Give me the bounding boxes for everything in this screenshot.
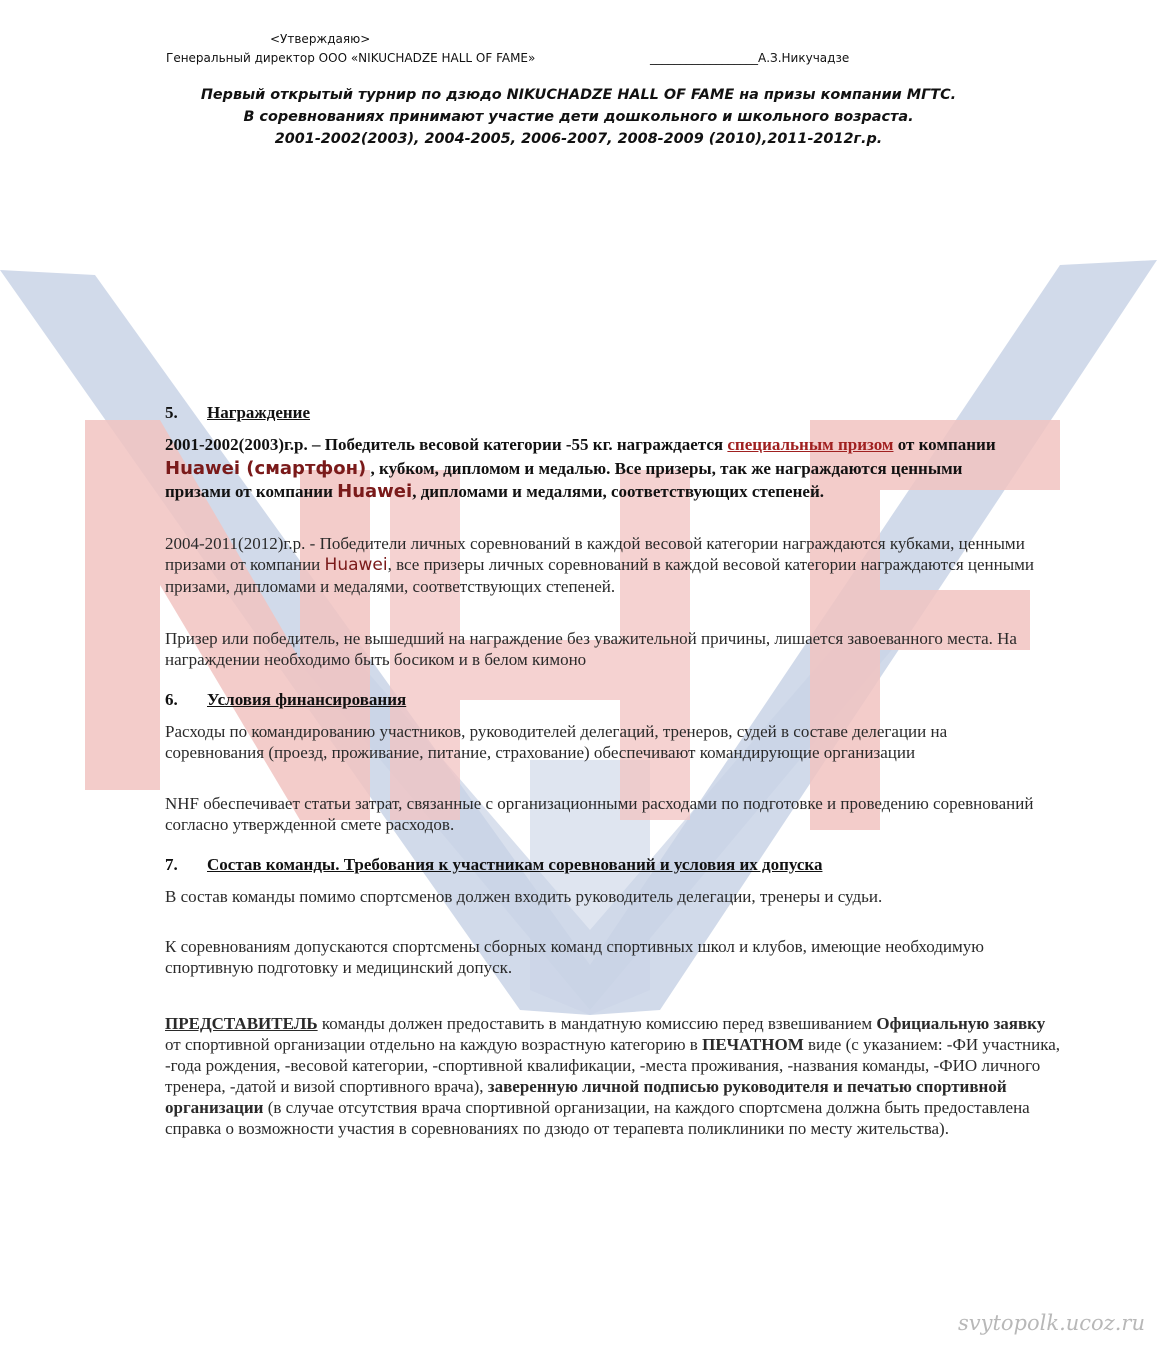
document-title-line-3: 2001-2002(2003), 2004-2005, 2006-2007, 2008-2009 (2010),2011-2012г.р. [274, 131, 883, 147]
document-title-line-1: Первый открытый турнир по дзюдо NIKUCHADZE HALL OF FAME на призы компании МГТС. [200, 87, 957, 103]
section-title: Условия финансирования [207, 690, 407, 709]
team-paragraph-1: В состав команды помимо спортсменов должен входить руководитель делегации, тренеры и судьи. [165, 887, 883, 906]
award-paragraph-2: 2004-2011(2012)г.р. - Победители личных соревнований в каждой весовой категории награждаются кубками, ценными призами от компании Huawei, все призеры личных соревнований в каждой весовой категории награждаются ценными призами, дипломами и медалями, соответствующих степеней. [165, 534, 1035, 596]
section-title: Награждение [207, 403, 311, 422]
financing-paragraph-1: Расходы по командированию участников, руководителей делегаций, тренеров, судей в составе делегации на соревнования (проезд, проживание, питание, страхование) обеспечивают командирующие организации [165, 722, 948, 762]
section-number: 5. [165, 403, 178, 422]
section-number: 6. [165, 690, 178, 709]
section-6-heading [165, 690, 406, 710]
brand-huawei: Huawei (смартфон) [165, 457, 367, 479]
section-7-heading [165, 855, 822, 875]
director-line: Генеральный директор ООО «NIKUCHADZE HALL OF FAME» [166, 51, 536, 65]
approval-label: <Утверждаяю> [270, 32, 371, 46]
team-paragraph-2: К соревнованиям допускаются спортсмены сборных команд спортивных школ и клубов, имеющие необходимую спортивную подготовку и медицинский допуск. [165, 937, 984, 977]
brand-huawei: Huawei [337, 481, 413, 502]
award-paragraph-3: Призер или победитель, не вышедший на награждение без уважительной причины, лишается завоеванного места. На награждении необходимо быть босиком и в белом кимоно [165, 629, 1017, 669]
financing-paragraph-2: NHF обеспечивает статьи затрат, связанные с организационными расходами по подготовке и проведению соревнований согласно утвержденной смете расходов. [165, 794, 1034, 834]
special-prize-link: специальным призом [727, 435, 894, 454]
document-title-line-2: В соревнованиях принимают участие дети дошкольного и школьного возраста. [243, 109, 914, 125]
section-title: Состав команды. Требования к участникам соревнований и условия их допуска [207, 855, 823, 874]
representative-word: ПРЕДСТАВИТЕЛЬ [165, 1014, 318, 1033]
site-watermark: svytopolk.ucoz.ru [957, 1311, 1145, 1335]
section-number: 7. [165, 855, 178, 874]
brand-huawei: Huawei [324, 555, 388, 575]
signature-line: __________________А.З.Никучадзе [650, 51, 850, 65]
representative-paragraph: ПРЕДСТАВИТЕЛЬ команды должен предоставить в мандатную комиссию перед взвешиванием Официальную заявку от спортивной организации отдельно на каждую возрастную категорию в ПЕЧАТНОМ виде (с указанием: -ФИ участника, -года рождения, -весовой категории, -спортивной квалификации, -места проживания, -названия команды, -ФИО личного тренера, -датой и визой спортивного врача), заверенную личной подписью руководителя и печатью спортивной организации (в случае отсутствия врача спортивной организации, на каждого спортсмена должна быть предоставлена справка о возможности участия в соревнованиях по дзюдо от терапевта поликлиники по месту жительства). [165, 1014, 1060, 1138]
award-paragraph-main: 2001-2002(2003)г.р. – Победитель весовой категории -55 кг. награждается специальным призом от компании Huawei (смартфон) , кубком, дипломом и медалью. Все призеры, так же награждаются ценными призами от компании Huawei, дипломами и медалями, соответствующих степеней. [165, 435, 996, 502]
section-5-heading [165, 403, 310, 423]
